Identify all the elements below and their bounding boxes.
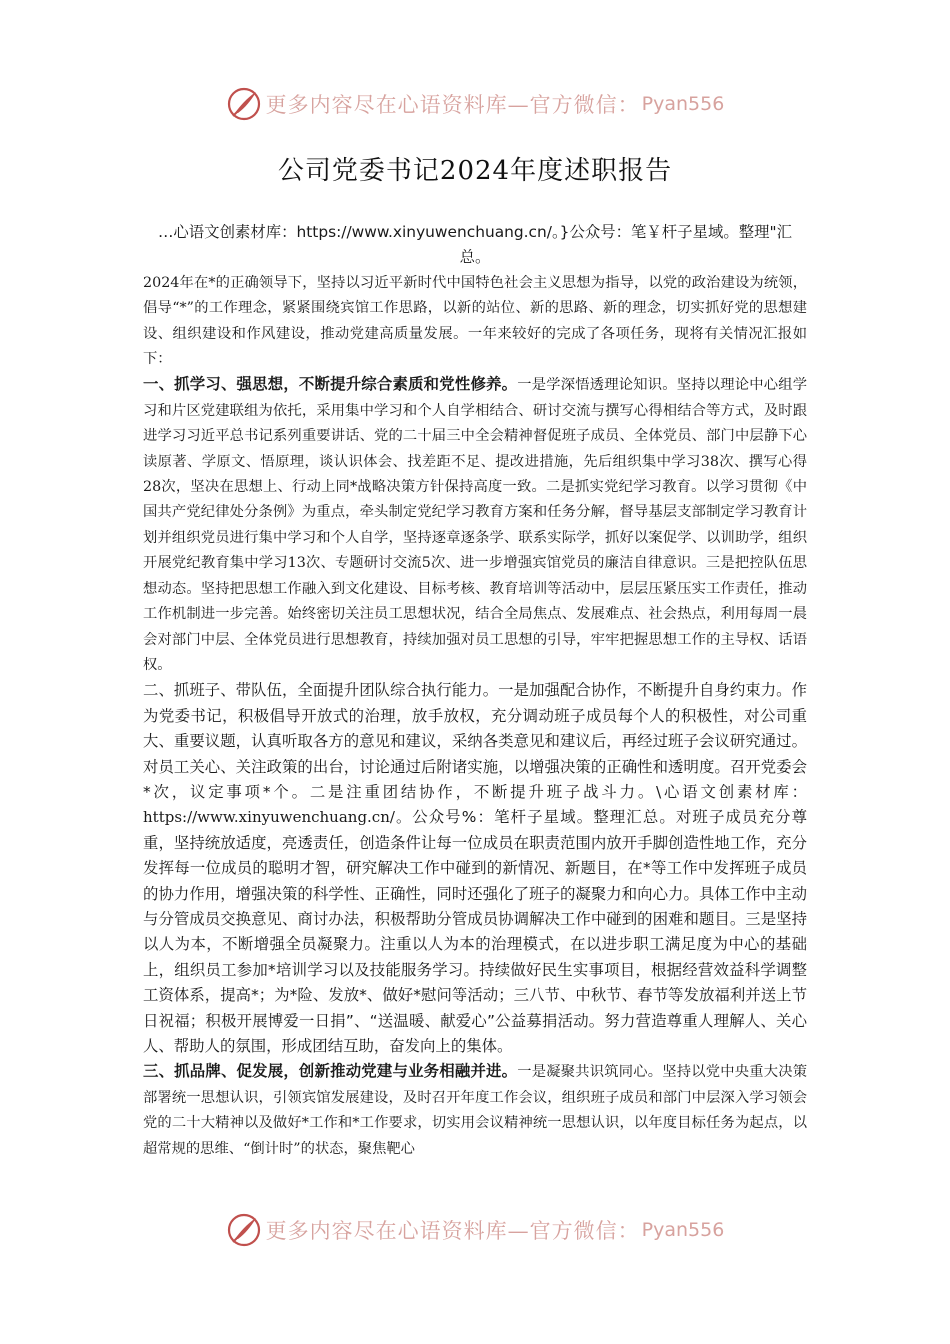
watermark-banner-bottom [0,1210,950,1250]
banner-text: 更多内容尽在心语资料库—官方微信： [265,93,640,117]
intro-paragraph: 2024年在*的正确领导下，坚持以习近平新时代中国特色社会主义思想为指导，以党的政治建设为统领，倡导“*”的工作理念，紧紧围绕宾馆工作思路，以新的站位、新的思路、新的理念，切实抓好党的思想建设、组织建设和作风建设，推动党建高质量发展。一年来较好的完成了各项任务，现将有关情况汇报如下： [143,274,807,368]
banner-text: 更多内容尽在心语资料库—官方微信： [265,1219,640,1243]
section-2-paragraph [143,678,807,1059]
banner-wechat-id: Pyan556 [641,93,725,115]
section-1-heading: 一、抓学习、强思想，不断提升综合素质和党性修养。 [143,375,518,394]
source-line: …心语文创素材库：https://www.xinyuwenchuang.cn/。}公众号：笔￥杆子星域。整理"汇总。 [158,223,792,267]
section-1-body: 一是学深悟透理论知识。坚持以理论中心组学习和片区党建联组为依托，采用集中学习和个人自学相结合、研讨交流与撰写心得相结合等方式，及时跟进学习习近平总书记系列重要讲话、党的二十届三中全会精神督促班子成员、全体党员、部门中层静下心读原著、学原文、悟原理，谈认识体会、找差距不足、提改进措施，先后组织集中学习38次、撰写心得28次，坚决在思想上、行动上同*战略决策方针保持高度一致。二是抓实党纪学习教育。以学习贯彻《中国共产党纪律处分条例》为重点，牵头制定党纪学习教育方案和任务分解，督导基层支部制定学习教育计划并组织党员进行集中学习和个人自学，坚持逐章逐条学、联系实际学，抓好以案促学、以训助学，组织开展党纪教育集中学习13次、专题研讨交流5次、进一步增强宾馆党员的廉洁自律意识。三是把控队伍思想动态。坚持把思想工作融入到文化建设、目标考核、教育培训等活动中，层层压紧压实工作责任，推动工作机制进一步完善。始终密切关注员工思想状况，结合全局焦点、发展难点、社会热点，利用每周一晨会对部门中层、全体党员进行思想教育，持续加强对员工思想的引导，牢牢把握思想工作的主导权、话语权。 [143,377,807,673]
watermark-banner-top [0,84,950,124]
page-title: 公司党委书记2024年度述职报告 [277,156,673,186]
section-2-url: https://www.xinyuwenchuang.cn/。 [143,808,413,827]
quill-circle-icon [226,86,262,122]
document-body [143,220,807,1162]
section-2-text-a: 二、抓班子、带队伍，全面提升团队综合执行能力。一是加强配合协作，不断提升自身约束力。作为党委书记，积极倡导开放式的治理，放手放权，充分调动班子成员每个人的积极性，对公司重大、重要议题，认真听取各方的意见和建议，采纳各类意见和建议后，再经过班子会议研究通过。对员工关心、关注政策的出台，讨论通过后附诸实施，以增强决策的正确性和透明度。召开党委会*次，议定事项*个。二是注重团结协作，不断提升班子战斗力。\心语文创素材库： [143,681,807,801]
quill-circle-icon [226,1212,262,1248]
section-2-text-b: 公众号%：笔杆子星域。整理汇总。对班子成员充分尊重，坚持统放适度，亮透责任，创造条件让每一位成员在职责范围内放开手脚创造性地工作，充分发挥每一位成员的聪明才智，研究解决工作中碰到的新情况、新题目，在*等工作中发挥班子成员的协力作用，增强决策的科学性、正确性，同时还强化了班子的凝聚力和向心力。具体工作中主动与分管成员交换意见、商讨办法，积极帮助分管成员协调解决工作中碰到的困难和题目。三是坚持以人为本，不断增强全员凝聚力。注重以人为本的治理模式，在以进步职工满足度为中心的基础上，组织员工参加*培训学习以及技能服务学习。持续做好民生实事项目，根据经营效益科学调整工资体系，提高*；为*险、发放*、做好*慰问等活动；三八节、中秋节、春节等发放福利并送上节日祝福；积极开展博爱一日捐”、“送温暖、献爱心”公益募捐活动。努力营造尊重人理解人、关心人、帮助人的氛围，形成团结互助，奋发向上的集体。 [143,808,807,1055]
section-3-body: 一是凝聚共识筑同心。坚持以党中央重大决策部署统一思想认识，引领宾馆发展建设，及时召开年度工作会议，组织班子成员和部门中层深入学习领会党的二十大精神以及做好*工作和*工作要求，切实用会议精神统一思想认识，以年度目标任务为起点，以超常规的思维、“倒计时”的状态，聚焦靶心 [143,1064,807,1157]
banner-wechat-id: Pyan556 [641,1219,725,1241]
section-3-heading: 三、抓品牌、促发展，创新推动党建与业务相融并进。 [143,1062,518,1081]
section-3-paragraph [143,1059,807,1162]
section-1-paragraph [143,372,807,678]
